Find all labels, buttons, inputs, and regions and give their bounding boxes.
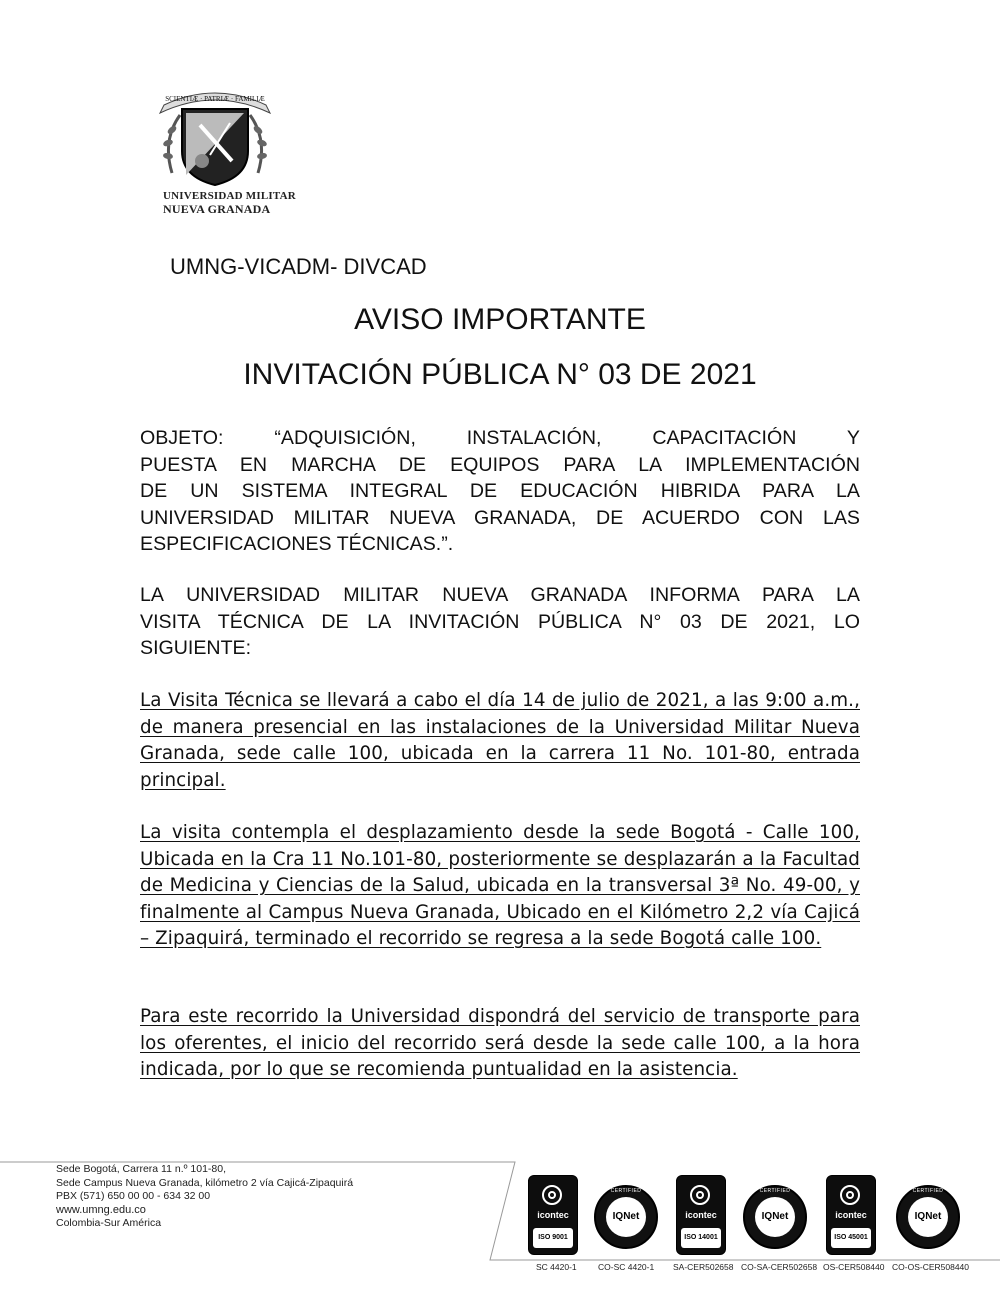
iqnet-brand: IQNet	[612, 1211, 640, 1222]
logo-name-line2: NUEVA GRANADA	[163, 202, 271, 216]
transport-paragraph: Para este recorrido la Universidad dispondrá del servicio de transporte para los oferentes, el inicio del recorrido será desde la sede calle 100, a la hora indicada, por lo que se recomienda puntualidad en la asistencia.	[140, 1006, 860, 1080]
informa-line: LA UNIVERSIDAD MILITAR NUEVA GRANADA INFORMA PARA LA	[140, 584, 860, 606]
logo-name-line1: UNIVERSIDAD MILITAR	[163, 190, 296, 202]
cert-code: SC 4420-1	[536, 1262, 577, 1272]
iqnet-seal-icon: CERTIFIED IQNet	[594, 1185, 658, 1249]
informa-paragraph	[140, 582, 860, 662]
page-subtitle: INVITACIÓN PÚBLICA N° 03 DE 2021	[243, 358, 757, 391]
certification-logos	[528, 1175, 978, 1255]
cert-code: CO-OS-CER508440	[892, 1262, 970, 1272]
page-title: AVISO IMPORTANTE	[354, 303, 646, 336]
cert-code: OS-CER508440	[823, 1262, 885, 1272]
iso-label: ISO 14001	[681, 1228, 721, 1248]
objeto-paragraph	[140, 425, 860, 558]
objeto-line: PUESTA EN MARCHA DE EQUIPOS PARA LA IMPLEMENTACIÓN	[140, 453, 860, 476]
icontec-brand: icontec	[537, 1210, 569, 1220]
cert-code: SA-CER502658	[673, 1262, 734, 1272]
cert-code: CO-SC 4420-1	[598, 1262, 655, 1272]
iqnet-seal-icon: CERTIFIED IQNet	[896, 1185, 960, 1249]
document-reference: UMNG-VICADM- DIVCAD	[170, 254, 427, 279]
icontec-brand: icontec	[685, 1210, 717, 1220]
footer-address	[56, 1163, 353, 1231]
informa-line: SIGUIENTE:	[140, 637, 252, 659]
iqnet-brand: IQNet	[761, 1211, 789, 1222]
footer-line: Colombia-Sur América	[56, 1217, 162, 1230]
icontec-logo-icon	[826, 1175, 876, 1255]
footer-website: www.umng.edu.co	[56, 1203, 146, 1216]
objeto-line: OBJETO: “ADQUISICIÓN, INSTALACIÓN, CAPACITACIÓN Y	[140, 427, 860, 449]
footer-line: PBX (571) 650 00 00 - 634 32 00	[56, 1190, 211, 1203]
objeto-line: UNIVERSIDAD MILITAR NUEVA GRANADA, DE ACUERDO CON LAS	[140, 506, 860, 529]
footer-line: Sede Bogotá, Carrera 11 n.º 101-80,	[56, 1163, 226, 1175]
visit-route-paragraph: La visita contempla el desplazamiento desde la sede Bogotá - Calle 100, Ubicada en la Cra 11 No.101-80, posteriormente se desplazarán a la Facultad de Medicina y Ciencias de la Salud, ubicada en la transversal 3ª No. 49-00, y finalmente al Campus Nueva Granada, Ubicado en el Kilómetro 2,2 vía Cajicá – Zipaquirá, terminado el recorrido se regresa a la sede Bogotá calle 100.	[140, 822, 860, 949]
iqnet-brand: IQNet	[914, 1211, 942, 1222]
informa-line: VISITA TÉCNICA DE LA INVITACIÓN PÚBLICA N° 03 DE 2021, LO	[140, 610, 860, 633]
iso-label: ISO 45001	[831, 1228, 871, 1248]
visit-date-paragraph: La Visita Técnica se llevará a cabo el día 14 de julio de 2021, a las 9:00 a.m., de manera presencial en las instalaciones de la Universidad Militar Nueva Granada, sede calle 100, ubicada en la carrera 11 No. 101-80, entrada principal.	[140, 690, 860, 791]
cert-code: CO-SA-CER502658	[741, 1262, 818, 1272]
objeto-line: DE UN SISTEMA INTEGRAL DE EDUCACIÓN HIBRIDA PARA LA	[140, 480, 860, 502]
logo-name	[163, 190, 296, 216]
footer-line: Sede Campus Nueva Granada, kilómetro 2 vía Cajicá-Zipaquirá	[56, 1176, 354, 1189]
logo-motto: SCIENTIÆ · PATRIÆ · FAMILIÆ	[165, 95, 265, 103]
iqnet-seal-icon: CERTIFIED IQNet	[743, 1185, 807, 1249]
icontec-logo-icon	[676, 1175, 726, 1255]
iso-label: ISO 9001	[533, 1228, 573, 1248]
icontec-logo-icon	[528, 1175, 578, 1255]
objeto-line: ESPECIFICACIONES TÉCNICAS.”.	[140, 533, 454, 555]
icontec-brand: icontec	[835, 1210, 867, 1220]
